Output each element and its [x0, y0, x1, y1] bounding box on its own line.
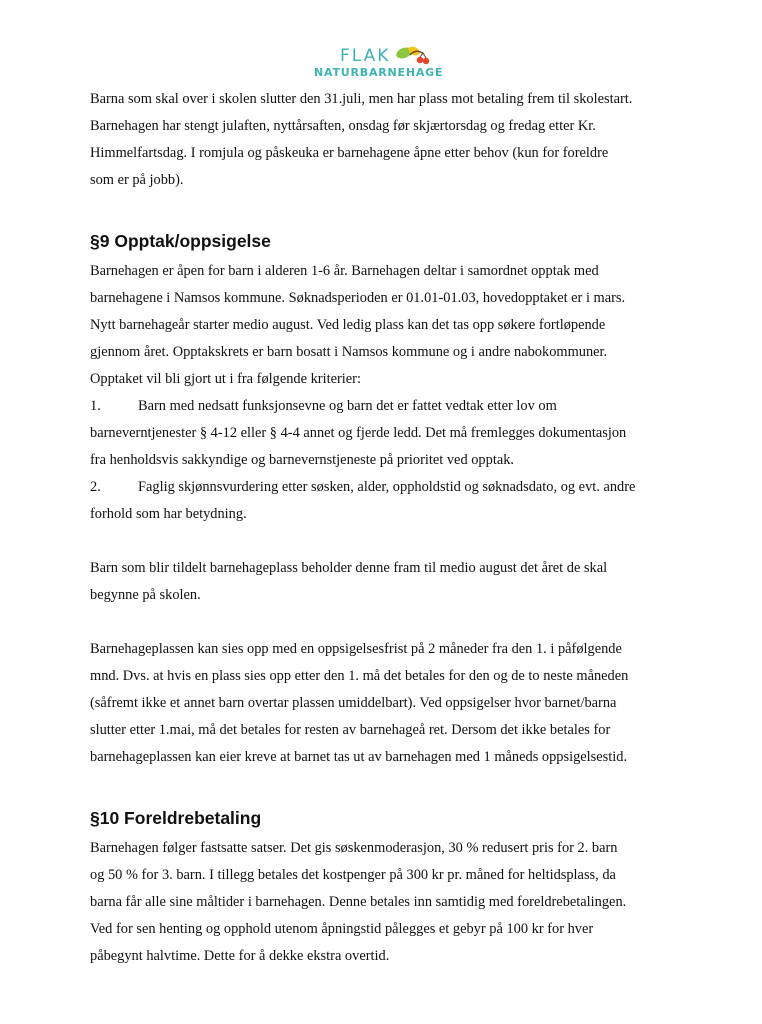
- criteria-list: [90, 393, 690, 528]
- section-9-heading: §9 Opptak/oppsigelse: [90, 231, 271, 251]
- logo-name: FLAK: [340, 46, 391, 66]
- text-line: Barnehagen er åpen for barn i alderen 1-6 år. Barnehagen deltar i samordnet opptak med: [90, 263, 599, 279]
- text-line: som er på jobb).: [90, 172, 184, 188]
- text-line: Barna som skal over i skolen slutter den 31.juli, men har plass mot betaling frem til skolestart.: [90, 91, 633, 107]
- list-item: [90, 474, 690, 501]
- text-line: Himmelfartsdag. I romjula og påskeuka er barnehagene åpne etter behov (kun for foreldre: [90, 145, 609, 161]
- text-line: Barnehagen følger fastsatte satser. Det gis søskenmoderasjon, 30 % redusert pris for 2. barn: [90, 840, 618, 856]
- logo-tagline: NATURBARNEHAGE: [314, 66, 444, 79]
- list-number: 2.: [90, 479, 101, 495]
- list-number: 1.: [90, 398, 101, 414]
- text-line: fra henholdsvis sakkyndige og barnevernstjeneste på prioritet ved opptak.: [90, 452, 515, 468]
- text-line: (såfremt ikke et annet barn overtar plassen umiddelbart). Ved oppsigelser hvor barnet/barna: [90, 695, 617, 711]
- termination-paragraph: [90, 636, 690, 771]
- document-body: [90, 86, 690, 970]
- text-line: Opptaket vil bli gjort ut i fra følgende kriterier:: [90, 371, 361, 387]
- text-line: påbegynt halvtime. Dette for å dekke ekstra overtid.: [90, 948, 390, 964]
- text-line: barneverntjenester § 4-12 eller § 4-4 annet og fjerde ledd. Det må fremlegges dokumentasjon: [90, 425, 627, 441]
- text-line: barna får alle sine måltider i barnehagen. Denne betales inn samtidig med foreldrebetalingen.: [90, 894, 627, 910]
- section-9-paragraph: [90, 258, 690, 393]
- intro-paragraph: [90, 86, 690, 194]
- text-line: Barnehageplassen kan sies opp med en oppsigelsesfrist på 2 måneder fra den 1. i påfølgende: [90, 641, 622, 657]
- section-10-paragraph: [90, 835, 690, 970]
- text-line: Faglig skjønnsvurdering etter søsken, alder, oppholdstid og søknadsdato, og evt. andre: [138, 479, 636, 495]
- text-line: mnd. Dvs. at hvis en plass sies opp etter den 1. må det betales for den og de to neste måneden: [90, 668, 629, 684]
- list-item: [90, 393, 690, 420]
- text-line: Ved for sen henting og opphold utenom åpningstid pålegges et gebyr på 100 kr for hver: [90, 921, 594, 937]
- text-line: Barn med nedsatt funksjonsevne og barn det er fattet vedtak etter lov om: [138, 398, 557, 414]
- text-line: Barnehagen har stengt julaften, nyttårsaften, onsdag før skjærtorsdag og fredag etter Kr.: [90, 118, 596, 134]
- text-line: forhold som har betydning.: [90, 506, 247, 522]
- text-line: Barn som blir tildelt barnehageplass beholder denne fram til medio august det året de skal: [90, 560, 608, 576]
- text-line: slutter etter 1.mai, må det betales for resten av barnehageå ret. Dersom det ikke betales for: [90, 722, 611, 738]
- text-line: barnehagene i Namsos kommune. Søknadsperioden er 01.01-01.03, hovedopptaket er i mars.: [90, 290, 626, 306]
- text-line: Nytt barnehageår starter medio august. Ved ledig plass kan det tas opp søkere fortløpende: [90, 317, 606, 333]
- placement-paragraph: [90, 555, 690, 609]
- text-line: og 50 % for 3. barn. I tillegg betales det kostpenger på 300 kr pr. måned for heltidsplass, da: [90, 867, 616, 883]
- text-line: begynne på skolen.: [90, 587, 201, 603]
- text-line: gjennom året. Opptakskrets er barn bosatt i Namsos kommune og i andre nabokommuner.: [90, 344, 608, 360]
- text-line: barnehageplassen kan eier kreve at barnet tas ut av barnehagen med 1 måneds oppsigelsestid.: [90, 749, 628, 765]
- logo: [312, 44, 442, 84]
- section-10-heading: §10 Foreldrebetaling: [90, 808, 262, 828]
